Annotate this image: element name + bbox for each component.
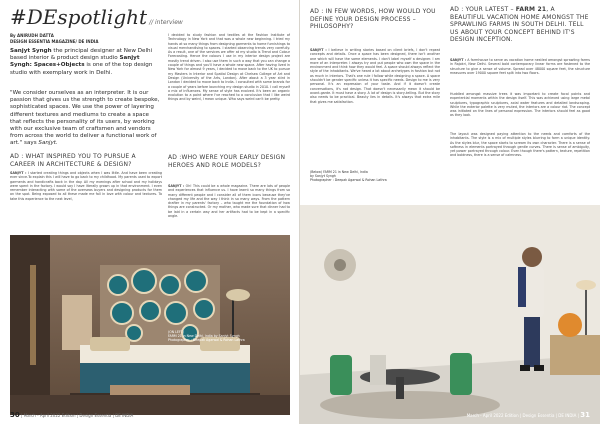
right-caption: (Below) FARM 21 in New Delhi, India by Sanjyt Syngh Photographer : Deepak Agarwal & Rohan Lathra <box>310 170 387 183</box>
answer-4-para-3: The layout was designed paying attention to the needs and comforts of the inhabitants. The style is a mix of multiple styles blurring to form a unique identity. As the styles blur, the space starts to scream its own character. There is a sense of softness in elements portrayed through gentle curves. There is sense of ambiguity, yet power portrayed through colour. Even though there's pattern, texture, repetition and boldness, there is a sense of calmness. <box>450 132 590 158</box>
byline <box>10 33 99 44</box>
left-folio: 30 | March - April 2022 Edition | Design Essentia | DE INDIA <box>10 411 134 419</box>
right-folio: March - April 2022 Edition | Design Essentia | DE INDIA | 31 <box>466 411 590 419</box>
bedroom-photo <box>10 235 290 415</box>
left-page-number: 30 <box>10 411 20 419</box>
headline: #DEspotlight // interview <box>10 5 183 29</box>
answer-4: SANJYT : A farmhouse to serve as vacation home nestled amongst sprawling farms in Rajokri, New Delhi. Several bold contemporary linear forms are fastened to the structure to give a sense of volume. Spread over 48000 square feet, the structure measures over 19000 square feet split into two floors. <box>450 58 590 75</box>
byline-publication: DESIGN ESSENTIA MAGAZINE/ DE INDIA <box>10 38 99 44</box>
column-2-text: I decided to study fashion and textiles at the Fashion Institute of Technology in New York and that was a whole new beginning. I tried my hands at so many things from designing garments to home furnishings to visual merchandising to spaces. I started observing trends very carefully. As a result, one of the services we offer at my studio is Trend and Colour Forecasting. Hence the colours I use in my interior design project are mostly trend driven. I also use them in such a way that you can change a couple of things and you'll have a whole new space. After having lived in New York for almost 9 years, I decided to move back to the UK to pursue my Masters in Interior and Spatial Design at Chelsea College of Art and Design (University of the Arts, London). After about a 3 year stint in London I decided to move back to India. I consulted with some brands for a couple of years before launching my design studio in 2010. I call myself a mix of influences. My sense of style has evolved. It's been an organic evolution to a point where I've reached to a conclusion that I like weird things and by weird, I mean unique. Who says weird can't be pretty. <box>168 33 290 102</box>
pull-quote: "We consider ourselves as an interpreter. It is our passion that gives us the strength to create bespoke, sophisticated spaces. We use the power of layering different textures and mediums to create a space that reflects the personality of its users, by working with our exclusive team of craftsmen and vendors from across the world to deliver a functional work of art." says Sanjyt. <box>10 90 160 147</box>
question-heading-1: AD : WHAT INSPIRED YOU TO PURSUE A CAREER IN ARCHITECTURE & DESIGN? <box>10 153 136 168</box>
right-page-number: 31 <box>580 411 590 419</box>
answer-3: SANJYT : I believe in writing stories based on client briefs, I don't repeat concepts and details. Once a space has been designed, there isn't another one which will have the same elements. I don't label myself a designer. I am more of an interpreter. I always try and put people who own the space in the environment and think how they would feel. A space should always reflect the style of the inhabitants. We've heard a lot about archetypes in fashion but not as much in interiors. That's one rule I follow while designing a space. A space shouldn't be gender specific unless it has specific needs. Design to me is very personal. It's an expression of your taste. And if it doesn't create conversations, it's not design. That doesn't necessarily mean it should be avant-garde. It must have a story. A lot of design is story-telling. But the story also needs to be practical. Beauty lies in details. It's always that extra mile that gives me satisfaction. <box>310 48 440 104</box>
answer-1: SANJYT : I started creating things and objects when I was little. And have been creating ever since.To explain this I will have to go back to my childhood. My parents used to export garments and handicrafts back in the day. All my evenings after school and my holidays were spent in the factory. I would say I have literally grown up in that environment. I even remember interacting with some of the overseas buyers and designing products for them on the spot. Being exposed to all these made me fall in love with colour and textures. To take this experience to the next level, <box>10 171 162 201</box>
question-heading-2: AD :WHO WERE YOUR EARLY DESIGN HEROES AND ROLE MODELS? <box>168 154 286 169</box>
bedroom-illustration <box>10 235 290 415</box>
answer-4-para-2: Huddled amongst massive trees it was important to create focal points and experiential moments within the design itself. This was achieved using large metal sculptures, typographic sculptures, axial water features and detailed landscaping. While the exterior palette is very muted, the interiors are a colour riot. The concept was initiated on the lines of personal expression. The interiors should feel as good as they look. <box>450 92 590 118</box>
living-room-photo <box>300 205 600 424</box>
right-page <box>300 0 600 424</box>
byline-author: By ANIRUDH DATTA <box>10 33 54 38</box>
living-room-illustration <box>300 205 600 424</box>
left-caption: (ON LEFT) FARM 21 in New Delhi, India by Sanjyt Syngh Photographer : Deepak Agarwal & Rohan Lathra <box>168 330 245 343</box>
lead-paragraph: Sanjyt Syngh the principal designer at New Delhi based interior & product design studio Sanjyt Syngh: Spaces+Objects is one of the top design studio with exemplary work in Delhi. <box>10 48 153 76</box>
answer-2: SANJYT : Oh! This could be a whole magazine. There are lots of people and experiences that influence us. I have learnt so many things from so many different people and I consider all of them icons because they've changed my life and the way I think in so many ways. From the pattern drafter in my parents' factory – who taught me the foundation of how things are constructed. Or my mother, who made sure that dinner had to be laid in a certain way and her artifacts had to be kept in a specific angle. <box>168 184 290 219</box>
question-heading-3: AD : IN FEW WORDS, HOW WOULD YOU DEFINE YOUR DESIGN PROCESS – PHILOSOPHY? <box>310 8 436 30</box>
question-heading-4: AD : YOUR LATEST – FARM 21, A BEAUTIFUL VACATION HOME AMONGST THE SPRAWLING FARMS IN SOUTH DELHI. TELL US ABOUT YOUR CONCEPT BEHIND IT'S DESIGN INCEPTION. <box>450 6 589 43</box>
